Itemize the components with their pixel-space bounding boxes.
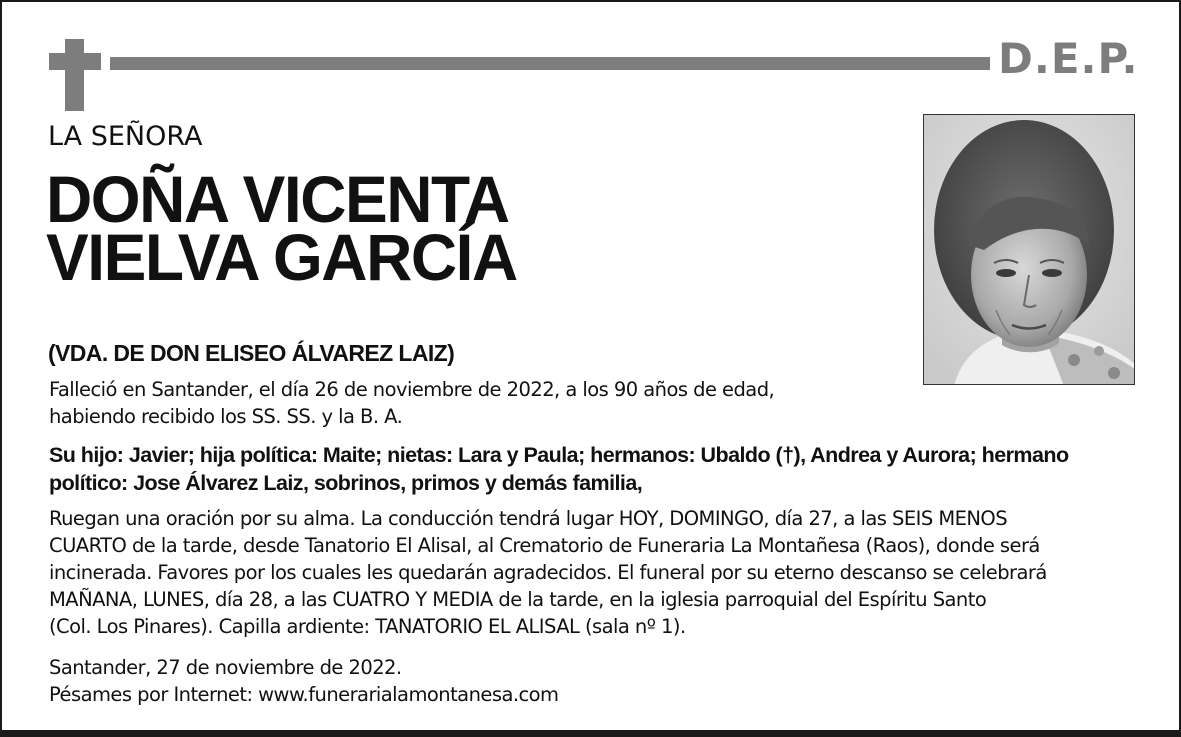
death-notice-line: habiendo recibido los SS. SS. y la B. A.	[49, 405, 403, 428]
closing	[49, 654, 1139, 708]
portrait-photo	[923, 114, 1135, 385]
family-line: político: Jose Álvarez Laiz, sobrinos, primos y demás familia,	[49, 471, 643, 495]
arrangements-line: (Col. Los Pinares). Capilla ardiente: TANATORIO EL ALISAL (sala nº 1).	[49, 615, 686, 638]
arrangements-line: incinerada. Favores por los cuales les quedarán agradecidos. El funeral por su eterno descanso se celebrará	[49, 561, 1047, 584]
header-rule	[110, 57, 990, 70]
condolences-link[interactable]: Pésames por Internet: www.funerarialamontanesa.com	[49, 683, 559, 706]
arrangements-line: MAÑANA, LUNES, día 28, a las CUATRO Y MEDIA de la tarde, en la iglesia parroquial del Espíritu Santo	[49, 588, 987, 611]
place-date: Santander, 27 de noviembre de 2022.	[49, 656, 402, 679]
death-notice	[49, 376, 1139, 430]
honorific: LA SEÑORA	[48, 121, 203, 152]
family-line: Su hijo: Javier; hija política: Maite; nietas: Lara y Paula; hermanos: Ubaldo (†), Andrea y Aurora; hermano	[49, 443, 1069, 467]
arrangements-line: Ruegan una oración por su alma. La conducción tendrá lugar HOY, DOMINGO, día 27, a las SEIS MENOS	[49, 507, 1008, 530]
deceased-name	[46, 162, 841, 294]
funeral-arrangements	[49, 505, 1139, 640]
dep-label: D.E.P.	[998, 34, 1139, 83]
death-notice-line: Falleció en Santander, el día 26 de noviembre de 2022, a los 90 años de edad,	[49, 378, 775, 401]
family-list	[49, 441, 1139, 497]
name-line-1: DOÑA VICENTA	[46, 162, 509, 236]
widow-of: (VDA. DE DON ELISEO ÁLVAREZ LAIZ)	[48, 340, 455, 366]
name-line-2: VIELVA GARCÍA	[46, 220, 517, 294]
arrangements-line: CUARTO de la tarde, desde Tanatorio El Alisal, al Crematorio de Funeraria La Montañesa (Raos), donde será	[49, 534, 1040, 557]
